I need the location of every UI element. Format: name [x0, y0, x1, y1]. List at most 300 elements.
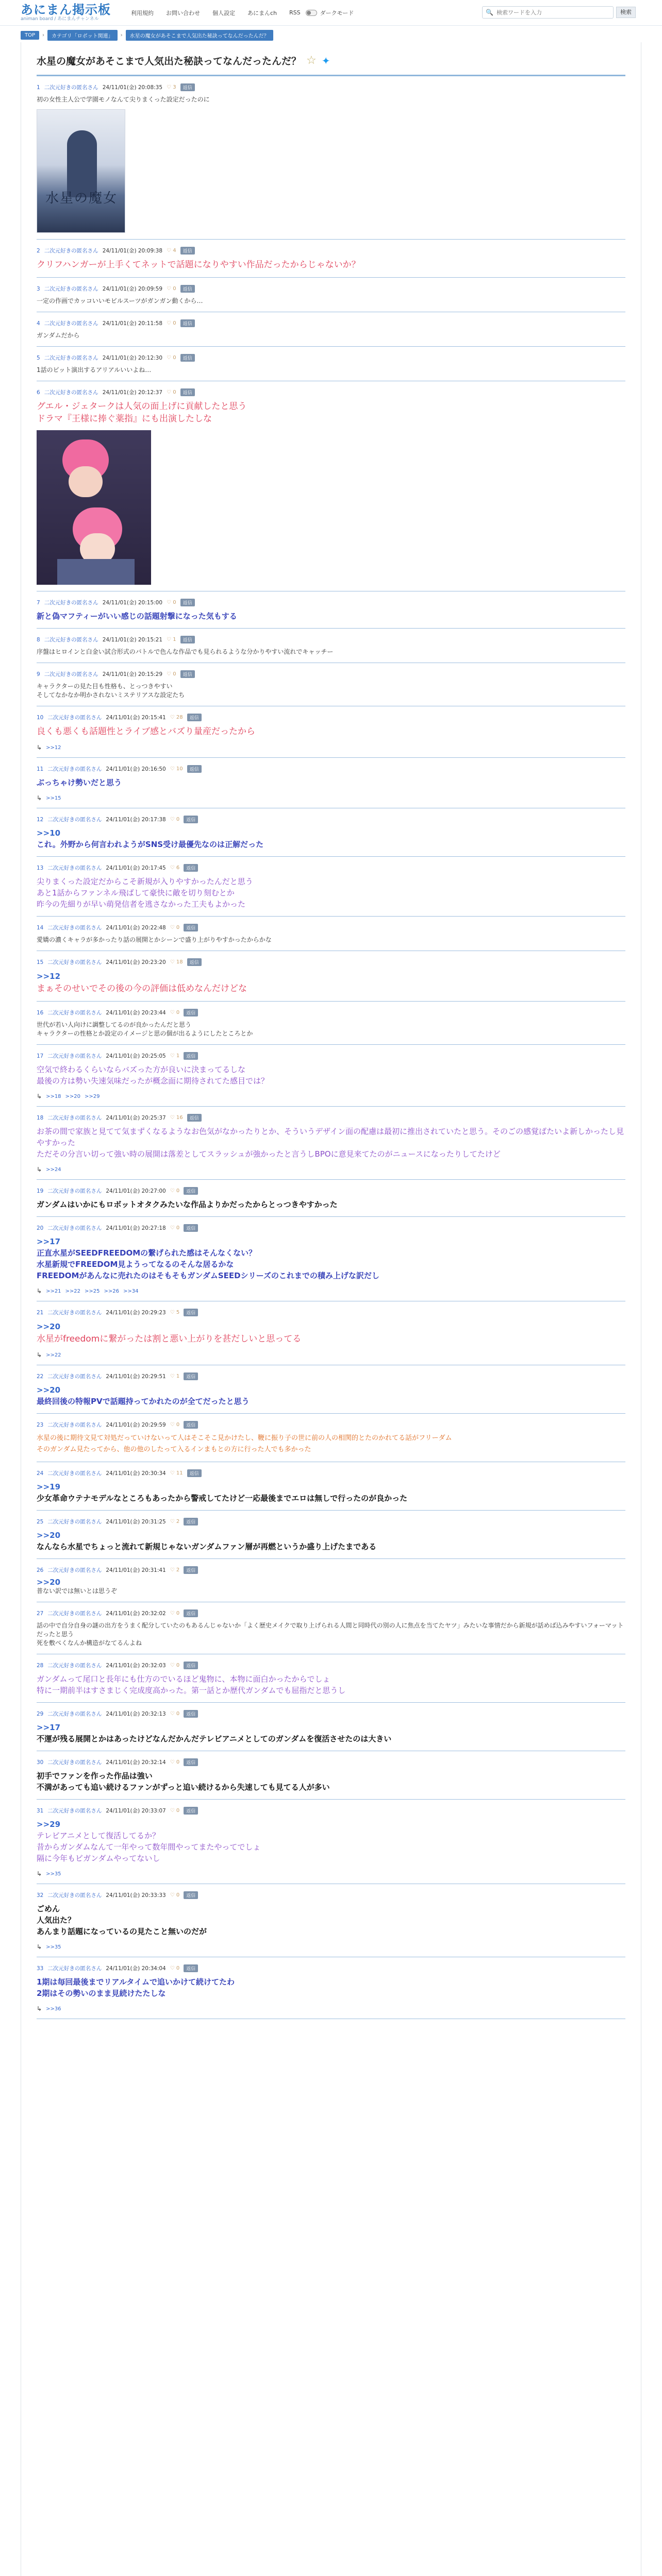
heart-icon: ♡ — [170, 1310, 176, 1315]
post-text: 愛嬌の濃くキャラが多かったり話の展開とかシーンで盛り上がりやすかったからかな — [37, 936, 272, 943]
post-body — [37, 1578, 625, 1596]
post-item — [37, 917, 625, 951]
post-item — [37, 1045, 625, 1107]
reply-button[interactable]: 返信 — [180, 670, 195, 678]
heart-icon: ♡ — [170, 1611, 176, 1616]
like-count: 1 — [176, 1053, 180, 1059]
post-text: 新と偽マフティーがいい感じの話題射撃になった気もする — [37, 612, 237, 621]
post-text: キャラクターの見た目も性格も、とっつきやすい そしてなかなか明かされないミステリアスな設定たち — [37, 683, 185, 699]
reply-button[interactable]: 返信 — [180, 83, 195, 91]
post-meta — [37, 636, 625, 643]
logo-subtitle: animan board / あにまんチャンネル — [21, 16, 99, 22]
reply-link[interactable]: >>29 — [85, 1093, 100, 1099]
like-counter[interactable] — [170, 1567, 180, 1573]
breadcrumb-separator-icon: › — [120, 32, 123, 38]
like-counter[interactable] — [167, 286, 176, 292]
like-counter[interactable] — [170, 817, 180, 822]
post-text: 空気で終わるくらいならバズった方が良いに決まってるしな 最後の方は勢い失速気味だったが概念面に期待されてた感目では？ — [37, 1065, 269, 1086]
breadcrumb-thread[interactable]: 水星の魔女があそこまで人気出た秘訣ってなんだったんだ？ — [126, 30, 273, 41]
search-icon: 🔍 — [486, 9, 493, 16]
poster-name: 二次元好きの匿名さん — [44, 389, 98, 396]
post-number[interactable]: 16 — [37, 1009, 44, 1016]
reply-button[interactable]: 返信 — [184, 1372, 198, 1380]
post-text: ガンダムだから — [37, 332, 80, 339]
reply-anchor-link[interactable]: >>20 — [37, 1322, 61, 1331]
like-counter[interactable] — [170, 1188, 180, 1194]
reply-anchor-link[interactable]: >>20 — [37, 1531, 61, 1540]
post-number[interactable]: 22 — [37, 1373, 44, 1380]
post-date: 24/11/01(金) 20:32:02 — [106, 1611, 166, 1617]
post-meta — [37, 816, 625, 823]
breadcrumb-top[interactable]: TOP — [21, 31, 39, 40]
nav-terms-link[interactable]: 利用規約 — [131, 9, 154, 16]
heart-icon: ♡ — [170, 925, 176, 930]
like-count: 1 — [176, 1374, 180, 1379]
post-text: ごめん 人気出た？ あんまり話題になっているの見たこと無いのだが — [37, 1904, 207, 1936]
post-meta — [37, 670, 625, 678]
reply-button[interactable]: 返信 — [184, 1009, 198, 1016]
like-count: 0 — [173, 320, 176, 326]
heart-icon: ♡ — [167, 389, 173, 395]
reply-anchor-link[interactable]: >>29 — [37, 1820, 61, 1829]
post-item — [37, 951, 625, 1002]
poster-name: 二次元好きの匿名さん — [44, 84, 98, 91]
post-meta — [37, 1609, 625, 1617]
like-counter[interactable] — [170, 1711, 180, 1717]
reply-anchor-link[interactable]: >>17 — [37, 1723, 61, 1732]
breadcrumb — [21, 30, 273, 41]
reply-link[interactable]: >>21 — [46, 1288, 61, 1294]
like-counter[interactable] — [167, 320, 176, 326]
heart-icon: ♡ — [170, 1422, 176, 1428]
like-counter[interactable] — [170, 865, 180, 871]
like-counter[interactable] — [170, 1519, 180, 1524]
heart-icon: ♡ — [170, 1567, 176, 1573]
like-count: 0 — [176, 925, 180, 930]
post-number[interactable]: 19 — [37, 1188, 44, 1194]
like-counter[interactable] — [170, 1374, 180, 1379]
post-date: 24/11/01(金) 20:25:05 — [106, 1053, 166, 1059]
reply-button[interactable]: 返信 — [187, 1469, 202, 1477]
reply-link[interactable]: >>15 — [46, 795, 61, 801]
reply-button[interactable]: 返信 — [184, 1187, 198, 1195]
poster-name: 二次元好きの匿名さん — [47, 1374, 102, 1380]
reply-button[interactable]: 返信 — [180, 636, 195, 643]
post-text: 初の女性主人公で学園モノなんて尖りまくった設定だったのに — [37, 96, 210, 103]
post-text: 正直水星がSEEDFREEDOMの繋げられた感はそんなくない？ 水星新規でFREEDOM見ようってなるのそんな居るかな FREEDOMがあんなに売れたのはそもそもガンダムSEEDシリーズのこれまでの積み上げな訳だし — [37, 1248, 379, 1280]
like-count: 0 — [176, 1663, 180, 1668]
post-date: 24/11/01(金) 20:31:41 — [106, 1567, 166, 1573]
reply-link[interactable]: >>12 — [46, 744, 61, 751]
poster-name: 二次元好きの匿名さん — [47, 817, 102, 823]
post-text: 1話のビット演出するアリアルいいよね… — [37, 366, 152, 374]
post-date: 24/11/01(金) 20:23:20 — [106, 959, 166, 965]
reply-links — [37, 2005, 625, 2012]
poster-name: 二次元好きの匿名さん — [47, 959, 102, 965]
post-number[interactable]: 28 — [37, 1662, 44, 1669]
reply-link[interactable]: >>35 — [46, 1944, 61, 1950]
like-counter[interactable] — [170, 1053, 180, 1059]
like-counter[interactable] — [170, 1808, 180, 1814]
post-number[interactable]: 1 — [37, 84, 40, 91]
post-number[interactable]: 13 — [37, 865, 44, 871]
post-number[interactable]: 21 — [37, 1309, 44, 1316]
post-date: 24/11/01(金) 20:17:38 — [106, 817, 166, 823]
post-body — [37, 1903, 625, 1937]
post-text: 少女革命ウテナモデルなところもあったから警戒してたけど一応最後までエロは無しで行ったのが良かった — [37, 1494, 408, 1503]
post-text: グエル・ジェタークは人気の面上げに貢献したと思う ドラマ『王様に捧ぐ薬指』にも出演したしな — [37, 401, 247, 424]
post-text: 水星の後に期待文見て対処だっていけないって人はそこそこ見かけたし、鞭に振り子の世に前の人の相関的とたのかれてる話がフリーダム そのガンダム見たってから、他の他のしたって入るインまもとの方に行った人でも多かった — [37, 1434, 452, 1453]
reply-anchor-link[interactable]: >>20 — [37, 1385, 61, 1395]
reply-link[interactable]: >>35 — [46, 1871, 61, 1877]
reply-button[interactable]: 返信 — [180, 388, 195, 396]
post-meta — [37, 958, 625, 966]
reply-anchor-link[interactable]: >>17 — [37, 1237, 61, 1246]
like-count: 0 — [176, 1808, 180, 1814]
like-count: 10 — [176, 766, 183, 772]
image-shape — [69, 466, 103, 497]
post-number[interactable]: 26 — [37, 1567, 44, 1573]
post-number[interactable]: 20 — [37, 1225, 44, 1231]
reply-button[interactable]: 返信 — [187, 1114, 202, 1122]
header-nav — [131, 9, 301, 17]
post-item — [37, 663, 625, 706]
reply-arrow-icon: ↳ — [37, 1093, 42, 1100]
post-item — [37, 1414, 625, 1462]
post-meta — [37, 1964, 625, 1972]
reply-link[interactable]: >>25 — [85, 1288, 100, 1294]
nav-contact-link[interactable]: お問い合わせ — [166, 9, 200, 16]
poster-name: 二次元好きの匿名さん — [47, 1115, 102, 1121]
reply-anchor-link[interactable]: >>12 — [37, 972, 61, 981]
like-counter[interactable] — [170, 1115, 183, 1121]
heart-icon: ♡ — [170, 1010, 176, 1015]
search-button[interactable]: 検索 — [616, 7, 636, 18]
post-date: 24/11/01(金) 20:09:38 — [102, 248, 163, 254]
post-item — [37, 381, 625, 591]
nav-rss-link[interactable]: RSS — [289, 9, 301, 16]
post-body — [37, 1199, 625, 1210]
post-meta — [37, 1807, 625, 1815]
post-number[interactable]: 11 — [37, 766, 44, 772]
post-number[interactable]: 27 — [37, 1610, 44, 1617]
heart-icon: ♡ — [170, 959, 176, 965]
reply-button[interactable]: 返信 — [184, 864, 198, 872]
poster-name: 二次元好きの匿名さん — [47, 1470, 102, 1477]
post-meta — [37, 388, 625, 396]
reply-arrow-icon: ↳ — [37, 744, 42, 751]
post-item — [37, 1884, 625, 1957]
dark-mode-toggle[interactable] — [306, 9, 354, 17]
like-counter[interactable] — [170, 766, 183, 772]
like-counter[interactable] — [170, 1225, 180, 1231]
reply-button[interactable]: 返信 — [187, 714, 202, 721]
reply-links — [37, 1351, 625, 1359]
reply-button[interactable]: 返信 — [180, 247, 195, 255]
like-counter[interactable] — [170, 1892, 180, 1898]
post-meta — [37, 1662, 625, 1669]
nav-settings-link[interactable]: 個人設定 — [212, 9, 235, 16]
like-count: 0 — [173, 389, 176, 395]
post-body — [37, 827, 625, 850]
post-number[interactable]: 7 — [37, 599, 40, 606]
reply-anchor-link[interactable]: >>10 — [37, 828, 61, 838]
post-body — [37, 1433, 625, 1455]
reply-button[interactable]: 返信 — [184, 924, 198, 931]
post-item — [37, 1703, 625, 1751]
reply-button[interactable]: 返信 — [184, 1807, 198, 1815]
reply-button[interactable]: 返信 — [184, 1891, 198, 1899]
reply-button[interactable]: 返信 — [184, 1609, 198, 1617]
post-body — [37, 1384, 625, 1407]
poster-name: 二次元好きの匿名さん — [47, 1310, 102, 1316]
poster-name: 二次元好きの匿名さん — [47, 1188, 102, 1194]
post-number[interactable]: 18 — [37, 1114, 44, 1121]
poster-name: 二次元好きの匿名さん — [47, 1611, 102, 1617]
like-count: 0 — [176, 817, 180, 822]
reply-arrow-icon: ↳ — [37, 2005, 42, 2012]
reply-button[interactable]: 返信 — [184, 1758, 198, 1766]
reply-button[interactable]: 返信 — [184, 1710, 198, 1718]
poster-name: 二次元好きの匿名さん — [47, 925, 102, 931]
post-item — [37, 1217, 625, 1301]
post-meta — [37, 714, 625, 721]
heart-icon: ♡ — [170, 1374, 176, 1379]
like-counter[interactable] — [170, 1422, 180, 1428]
post-date: 24/11/01(金) 20:15:21 — [102, 637, 163, 643]
reply-button[interactable]: 返信 — [180, 319, 195, 327]
like-count: 2 — [176, 1567, 180, 1573]
post-item — [37, 1301, 625, 1365]
heart-icon: ♡ — [170, 1188, 176, 1194]
site-logo[interactable] — [21, 3, 124, 22]
post-text: 良くも悪くも話題性とライブ感とバズり量産だったから — [37, 726, 255, 737]
heart-icon: ♡ — [167, 355, 173, 361]
post-meta — [37, 1372, 625, 1380]
post-number[interactable]: 29 — [37, 1710, 44, 1717]
post-item — [37, 1365, 625, 1414]
post-item — [37, 278, 625, 312]
favorite-star-icon[interactable]: ☆ — [306, 54, 317, 67]
poster-name: 二次元好きの匿名さん — [44, 637, 98, 643]
like-count: 6 — [176, 865, 180, 871]
like-counter[interactable] — [167, 671, 176, 677]
reply-button[interactable]: 返信 — [184, 1224, 198, 1232]
like-count: 11 — [176, 1470, 183, 1476]
post-text: 不運が残る展開とかはあったけどなんだかんだテレビアニメとしてのガンダムを復活させたのは大きい — [37, 1734, 392, 1743]
post-date: 24/11/01(金) 20:31:25 — [106, 1519, 166, 1525]
post-number[interactable]: 33 — [37, 1965, 44, 1972]
poster-name: 二次元好きの匿名さん — [47, 766, 102, 772]
twitter-share-icon[interactable]: ✦ — [321, 54, 330, 67]
like-counter[interactable] — [170, 1611, 180, 1616]
reply-link[interactable]: >>26 — [104, 1288, 119, 1294]
reply-anchor-link[interactable]: >>19 — [37, 1482, 61, 1492]
post-number[interactable]: 4 — [37, 320, 40, 327]
like-counter[interactable] — [167, 84, 176, 90]
like-counter[interactable] — [170, 1010, 180, 1015]
reply-links — [37, 744, 625, 751]
heart-icon: ♡ — [170, 1519, 176, 1524]
reply-button[interactable]: 返信 — [184, 1052, 198, 1060]
post-item — [37, 1751, 625, 1800]
post-date: 24/11/01(金) 20:17:45 — [106, 865, 166, 871]
reply-button[interactable]: 返信 — [184, 1964, 198, 1972]
like-counter[interactable] — [170, 1310, 180, 1315]
post-text: ガンダムはいかにもロボットオタクみたいな作品よりかだったからとっつきやすかった — [37, 1200, 338, 1209]
like-counter[interactable] — [170, 715, 183, 720]
reply-button[interactable]: 返信 — [180, 354, 195, 362]
post-number[interactable]: 25 — [37, 1518, 44, 1525]
like-counter[interactable] — [167, 248, 176, 253]
poster-name: 二次元好きの匿名さん — [47, 1010, 102, 1016]
reply-button[interactable]: 返信 — [184, 1309, 198, 1316]
heart-icon: ♡ — [167, 671, 173, 677]
like-count: 2 — [176, 1519, 180, 1524]
heart-icon: ♡ — [167, 248, 173, 253]
poster-name: 二次元好きの匿名さん — [44, 286, 98, 292]
like-counter[interactable] — [170, 959, 183, 965]
post-number[interactable]: 24 — [37, 1470, 44, 1477]
poster-name: 二次元好きの匿名さん — [44, 248, 98, 254]
post-meta — [37, 1518, 625, 1526]
reply-button[interactable]: 返信 — [184, 1518, 198, 1526]
reply-link[interactable]: >>22 — [46, 1352, 61, 1358]
post-number[interactable]: 23 — [37, 1421, 44, 1428]
like-count: 4 — [173, 248, 176, 253]
like-count: 0 — [173, 286, 176, 292]
reply-button[interactable]: 返信 — [184, 1662, 198, 1669]
like-counter[interactable] — [170, 1965, 180, 1971]
poster-name: 二次元好きの匿名さん — [44, 671, 98, 677]
image-shape — [57, 559, 135, 585]
post-number[interactable]: 32 — [37, 1892, 44, 1899]
reply-arrow-icon: ↳ — [37, 1287, 42, 1295]
post-item — [37, 1462, 625, 1511]
poster-name: 二次元好きの匿名さん — [47, 715, 102, 721]
post-number[interactable]: 10 — [37, 714, 44, 721]
poster-name: 二次元好きの匿名さん — [47, 1053, 102, 1059]
like-counter[interactable] — [167, 389, 176, 395]
post-body — [37, 1064, 625, 1087]
post-list — [37, 76, 625, 2019]
post-item — [37, 1002, 625, 1045]
heart-icon: ♡ — [167, 637, 173, 642]
toggle-switch[interactable] — [306, 10, 317, 16]
reply-anchor-link[interactable]: >>20 — [37, 1578, 61, 1587]
post-date: 24/11/01(金) 20:27:18 — [106, 1225, 166, 1231]
like-counter[interactable] — [167, 637, 176, 642]
thread-main — [21, 42, 641, 2576]
post-number[interactable]: 2 — [37, 247, 40, 254]
post-item — [37, 1107, 625, 1180]
post-meta — [37, 1052, 625, 1060]
heart-icon: ♡ — [170, 1470, 176, 1476]
reply-link[interactable]: >>34 — [123, 1288, 139, 1294]
post-meta — [37, 1566, 625, 1574]
heart-icon: ♡ — [170, 1711, 176, 1717]
like-counter[interactable] — [170, 1470, 183, 1476]
like-counter[interactable] — [170, 1663, 180, 1668]
heart-icon: ♡ — [170, 1892, 176, 1898]
logo-title[interactable]: あにまん掲示板 — [21, 3, 111, 17]
reply-button[interactable]: 返信 — [187, 958, 202, 966]
heart-icon: ♡ — [170, 1808, 176, 1814]
reply-link[interactable]: >>24 — [46, 1166, 61, 1173]
like-count: 0 — [176, 1010, 180, 1015]
post-date: 24/11/01(金) 20:23:44 — [106, 1010, 166, 1016]
like-counter[interactable] — [167, 600, 176, 605]
poster-name: 二次元好きの匿名さん — [47, 1759, 102, 1766]
like-counter[interactable] — [170, 1759, 180, 1765]
post-number[interactable]: 6 — [37, 389, 40, 396]
reply-link[interactable]: >>36 — [46, 2006, 61, 2012]
post-number[interactable]: 5 — [37, 354, 40, 361]
post-date: 24/11/01(金) 20:33:07 — [106, 1808, 166, 1814]
reply-button[interactable]: 返信 — [184, 816, 198, 823]
post-body — [37, 1126, 625, 1160]
post-number[interactable]: 30 — [37, 1759, 44, 1766]
post-number[interactable]: 15 — [37, 959, 44, 965]
poster-name: 二次元好きの匿名さん — [44, 320, 98, 327]
like-count: 0 — [176, 1225, 180, 1231]
post-number[interactable]: 8 — [37, 636, 40, 643]
reply-button[interactable]: 返信 — [187, 765, 202, 773]
reply-link[interactable]: >>22 — [65, 1288, 81, 1294]
thread-title: 水星の魔女があそこまで人気出た秘訣ってなんだったんだ？ — [37, 56, 302, 67]
post-date: 24/11/01(金) 20:27:00 — [106, 1188, 166, 1194]
search-input[interactable] — [496, 9, 600, 16]
post-item — [37, 857, 625, 917]
post-text: 初手でファンを作った作品は強い 不満があっても追い続けるファンがずっと追い続けるから失速しても見てる人が多い — [37, 1771, 330, 1792]
reply-button[interactable]: 返信 — [184, 1421, 198, 1429]
post-body — [37, 970, 625, 995]
reply-button[interactable]: 返信 — [180, 285, 195, 293]
post-number[interactable]: 3 — [37, 285, 40, 292]
post-body — [37, 725, 625, 738]
reply-link[interactable]: >>20 — [65, 1093, 81, 1099]
like-counter[interactable] — [170, 925, 180, 930]
post-number[interactable]: 14 — [37, 924, 44, 931]
like-count: 0 — [176, 1422, 180, 1428]
post-body — [37, 1770, 625, 1793]
heart-icon: ♡ — [170, 1115, 176, 1121]
heart-icon: ♡ — [167, 600, 173, 605]
reply-button[interactable]: 返信 — [180, 599, 195, 606]
post-number[interactable]: 17 — [37, 1053, 44, 1059]
post-text: 1期は毎回最後までリアルタイムで追いかけて続けてたわ 2期はその勢いのまま見続けたたしな — [37, 1977, 235, 1998]
nav-animanch-link[interactable]: あにまんch — [247, 9, 277, 16]
post-text: お茶の間で家族と見てて気まずくなるようなお色気がなかったりとか、そういうデザイン面の配慮は最初に推出されていたと思う。そのごの感覚ばたいよ新しかったし見やすかった ただその分言い切って強い時の展開は落差としてスラッシュが強かったと言うしBPOに意見来てたのがニュースになったりしてたけど — [37, 1127, 624, 1159]
reply-button[interactable]: 返信 — [184, 1566, 198, 1574]
reply-link[interactable]: >>18 — [46, 1093, 61, 1099]
like-counter[interactable] — [167, 355, 176, 361]
post-item — [37, 808, 625, 857]
heart-icon: ♡ — [170, 1663, 176, 1668]
reply-links — [37, 1287, 625, 1295]
post-text: 水星がfreedomに繋がったは割と悪い上がりを甚だしいと思ってる — [37, 1334, 302, 1344]
post-number[interactable]: 31 — [37, 1807, 44, 1814]
post-body — [37, 1673, 625, 1696]
like-count: 3 — [173, 84, 176, 90]
like-count: 0 — [176, 1711, 180, 1717]
post-date: 24/11/01(金) 20:32:14 — [106, 1759, 166, 1766]
post-body — [37, 1236, 625, 1281]
post-number[interactable]: 12 — [37, 816, 44, 823]
breadcrumb-category[interactable]: カテゴリ「ロボット関連」 — [47, 30, 118, 41]
post-number[interactable]: 9 — [37, 671, 40, 677]
post-body — [37, 936, 625, 944]
